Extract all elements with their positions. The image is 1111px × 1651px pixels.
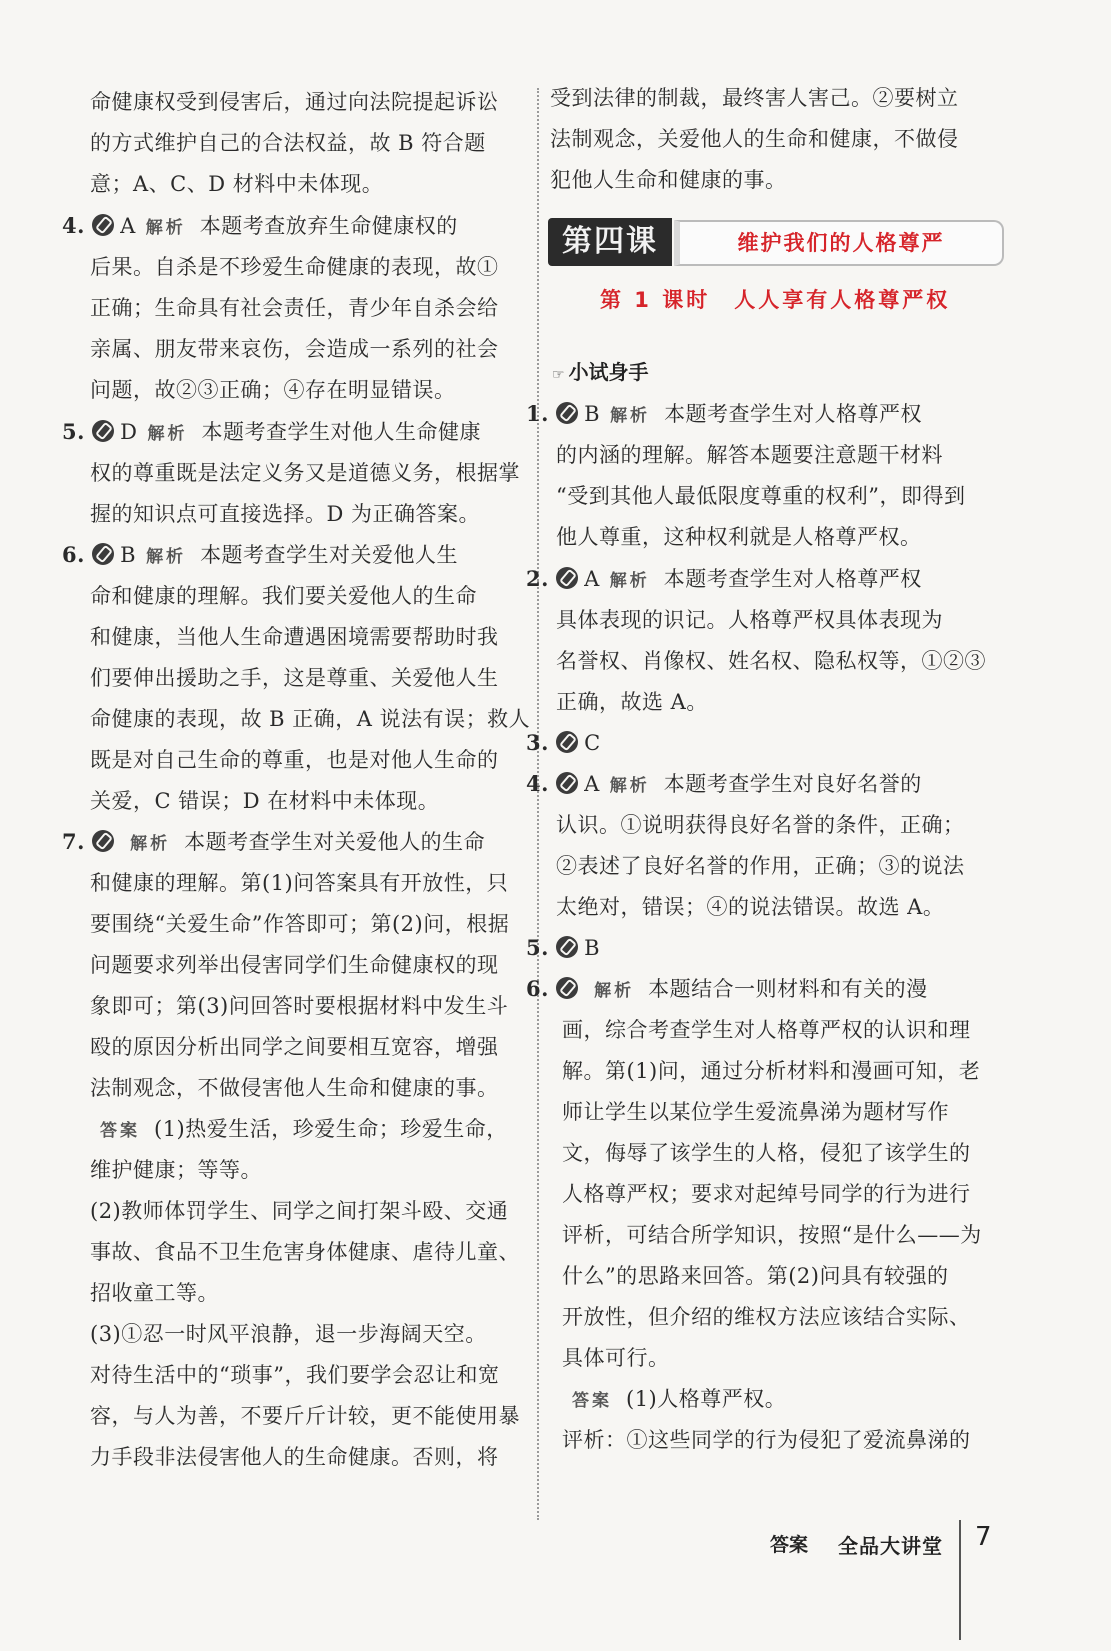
lesson-subtitle: 第 1 课时 人人享有人格尊严权 [600, 288, 951, 312]
text-line: 要围绕“关爱生命”作答即可；第(2)问，根据 [90, 912, 510, 936]
text-line: 问题要求列举出侵害同学们生命健康权的现 [90, 953, 499, 977]
analysis-tag: 解析 [145, 218, 186, 238]
key-icon [92, 420, 114, 442]
key-icon [92, 830, 114, 852]
key-icon [556, 936, 578, 958]
answer-tag: 答案 [100, 1121, 140, 1141]
question-2: 2. A 解析 本题考查学生对人格尊严权 [526, 566, 922, 591]
text-line: 太绝对，错误；④的说法错误。故选 A。 [556, 895, 945, 919]
page-number: 7 [975, 1522, 992, 1552]
text-line: 既是对自己生命的尊重，也是对他人生命的 [90, 748, 499, 772]
text-line: 什么”的思路来回答。第(2)问具有较强的 [562, 1264, 949, 1288]
question-3: 3. C [526, 730, 601, 755]
text-line: 问题，故②③正确；④存在明显错误。 [90, 378, 456, 402]
text-line: 他人尊重，这种权利就是人格尊严权。 [556, 525, 922, 549]
key-icon [556, 402, 578, 424]
text-line: 维护健康；等等。 [90, 1158, 262, 1182]
question-6: 6. 解析 本题结合一则材料和有关的漫 [526, 976, 928, 1001]
text-line: 对待生活中的“琐事”，我们要学会忍让和宽 [90, 1363, 500, 1387]
text-line: 名誉权、肖像权、姓名权、隐私权等，①②③ [556, 649, 986, 673]
question-1: 1. B 解析 本题考查学生对人格尊严权 [526, 401, 923, 426]
text-line: 们要伸出援助之手，这是尊重、关爱他人生 [90, 666, 499, 690]
text-line: 解。第(1)问，通过分析材料和漫画可知，老 [562, 1059, 981, 1083]
text-line: 命和健康的理解。我们要关爱他人的生命 [90, 584, 477, 608]
footer-brand: 全品大讲堂 [838, 1534, 943, 1558]
question-4 [62, 212, 458, 242]
text-line: 容，与人为善，不要斤斤计较，更不能使用暴 [90, 1404, 520, 1428]
text-line: 事故、食品不卫生危害身体健康、虐待儿童、 [90, 1240, 520, 1264]
text-line: 开放性，但介绍的维权方法应该结合实际、 [562, 1305, 971, 1329]
question-7: 7. 解析 本题考查学生对关爱他人的生命 [62, 829, 486, 854]
text-line: 殴的原因分析出同学之间要相互宽容，增强 [90, 1035, 499, 1059]
text-line: 亲属、朋友带来哀伤，会造成一系列的社会 [90, 337, 499, 361]
text-line: 认识。①说明获得良好名誉的条件，正确； [556, 813, 965, 837]
footer-answer-label: 答案 [770, 1534, 809, 1556]
key-icon [556, 731, 578, 753]
key-icon [92, 543, 114, 565]
text-line: 画，综合考查学生对人格尊严权的认识和理 [562, 1018, 971, 1042]
text-line: 人格尊严权；要求对起绰号同学的行为进行 [562, 1182, 971, 1206]
question-6: 6. B 解析 本题考查学生对关爱他人生 [62, 542, 459, 567]
pointing-hand-icon: ☞ [552, 367, 565, 383]
text-line: 命健康权受到侵害后，通过向法院提起诉讼 [90, 90, 499, 114]
q-answer: A [120, 214, 136, 238]
text-line: 握的知识点可直接选择。D 为正确答案。 [90, 502, 481, 526]
text-line: (2)教师体罚学生、同学之间打架斗殴、交通 [90, 1199, 509, 1223]
key-icon [556, 772, 578, 794]
text-line: “受到其他人最低限度尊重的权利”，即得到 [556, 484, 966, 508]
text-line: (3)①忍一时风平浪静，退一步海阔天空。 [90, 1322, 487, 1346]
text-line: 受到法律的制裁，最终害人害己。②要树立 [550, 86, 959, 110]
text-line: 评析，可结合所学知识，按照“是什么——为 [562, 1223, 982, 1247]
text-line: 意；A、C、D 材料中未体现。 [90, 172, 384, 196]
q-number: 4. [62, 213, 85, 238]
text-line: 犯他人生命和健康的事。 [550, 168, 787, 192]
text-line: 具体表现的识记。人格尊严权具体表现为 [556, 608, 943, 632]
answer-line: 答案 (1)热爱生活，珍爱生命；珍爱生命， [100, 1117, 508, 1141]
text-line: 象即可；第(3)问回答时要根据材料中发生斗 [90, 994, 509, 1018]
lesson-label: 第四课 [548, 218, 672, 266]
key-icon [556, 977, 578, 999]
text-line: 后果。自杀是不珍爱生命健康的表现，故① [90, 255, 499, 279]
question-5: 5. B [526, 935, 601, 960]
key-icon [556, 567, 578, 589]
text-line: 正确，故选 A。 [556, 690, 708, 714]
text-line: 招收童工等。 [90, 1281, 219, 1305]
text-line: 法制观念，不做侵害他人生命和健康的事。 [90, 1076, 499, 1100]
text-line: 的内涵的理解。解答本题要注意题干材料 [556, 443, 943, 467]
key-icon [92, 214, 114, 236]
text-line: 评析：①这些同学的行为侵犯了爱流鼻涕的 [562, 1428, 971, 1452]
question-5: 5. D 解析 本题考查学生对他人生命健康 [62, 419, 481, 444]
text-line: 师让学生以某位学生爱流鼻涕为题材写作 [562, 1100, 949, 1124]
text-line: 具体可行。 [562, 1346, 670, 1370]
text-line: 和健康的理解。第(1)问答案具有开放性，只 [90, 871, 509, 895]
text-line: 权的尊重既是法定义务又是道德义务，根据掌 [90, 461, 520, 485]
text-line: 关爱，C 错误；D 在材料中未体现。 [90, 789, 440, 813]
text-line: 正确；生命具有社会责任，青少年自杀会给 [90, 296, 499, 320]
lesson-title: 维护我们的人格尊严 [674, 220, 1004, 266]
text-line: 法制观念，关爱他人的生命和健康，不做侵 [550, 127, 959, 151]
text-line: 命健康的表现，故 B 正确，A 说法有误；救人 [90, 707, 531, 731]
question-4: 4. A 解析 本题考查学生对良好名誉的 [526, 771, 922, 796]
text-line: 文，侮辱了该学生的人格，侵犯了该学生的 [562, 1141, 971, 1165]
text-line: 的方式维护自己的合法权益，故 B 符合题 [90, 131, 486, 155]
section-heading: ☞ 小试身手 [552, 360, 649, 384]
footer-separator [959, 1520, 961, 1640]
text-line: ②表述了良好名誉的作用，正确；③的说法 [556, 854, 965, 878]
answer-line: 答案 (1)人格尊严权。 [572, 1387, 787, 1411]
lesson-banner [548, 218, 1000, 268]
text-line: 和健康，当他人生命遭遇困境需要帮助时我 [90, 625, 499, 649]
text-line: 力手段非法侵害他人的生命健康。否则，将 [90, 1445, 499, 1469]
column-divider [537, 88, 539, 1520]
q-text: 本题考查放弃生命健康权的 [199, 214, 458, 238]
